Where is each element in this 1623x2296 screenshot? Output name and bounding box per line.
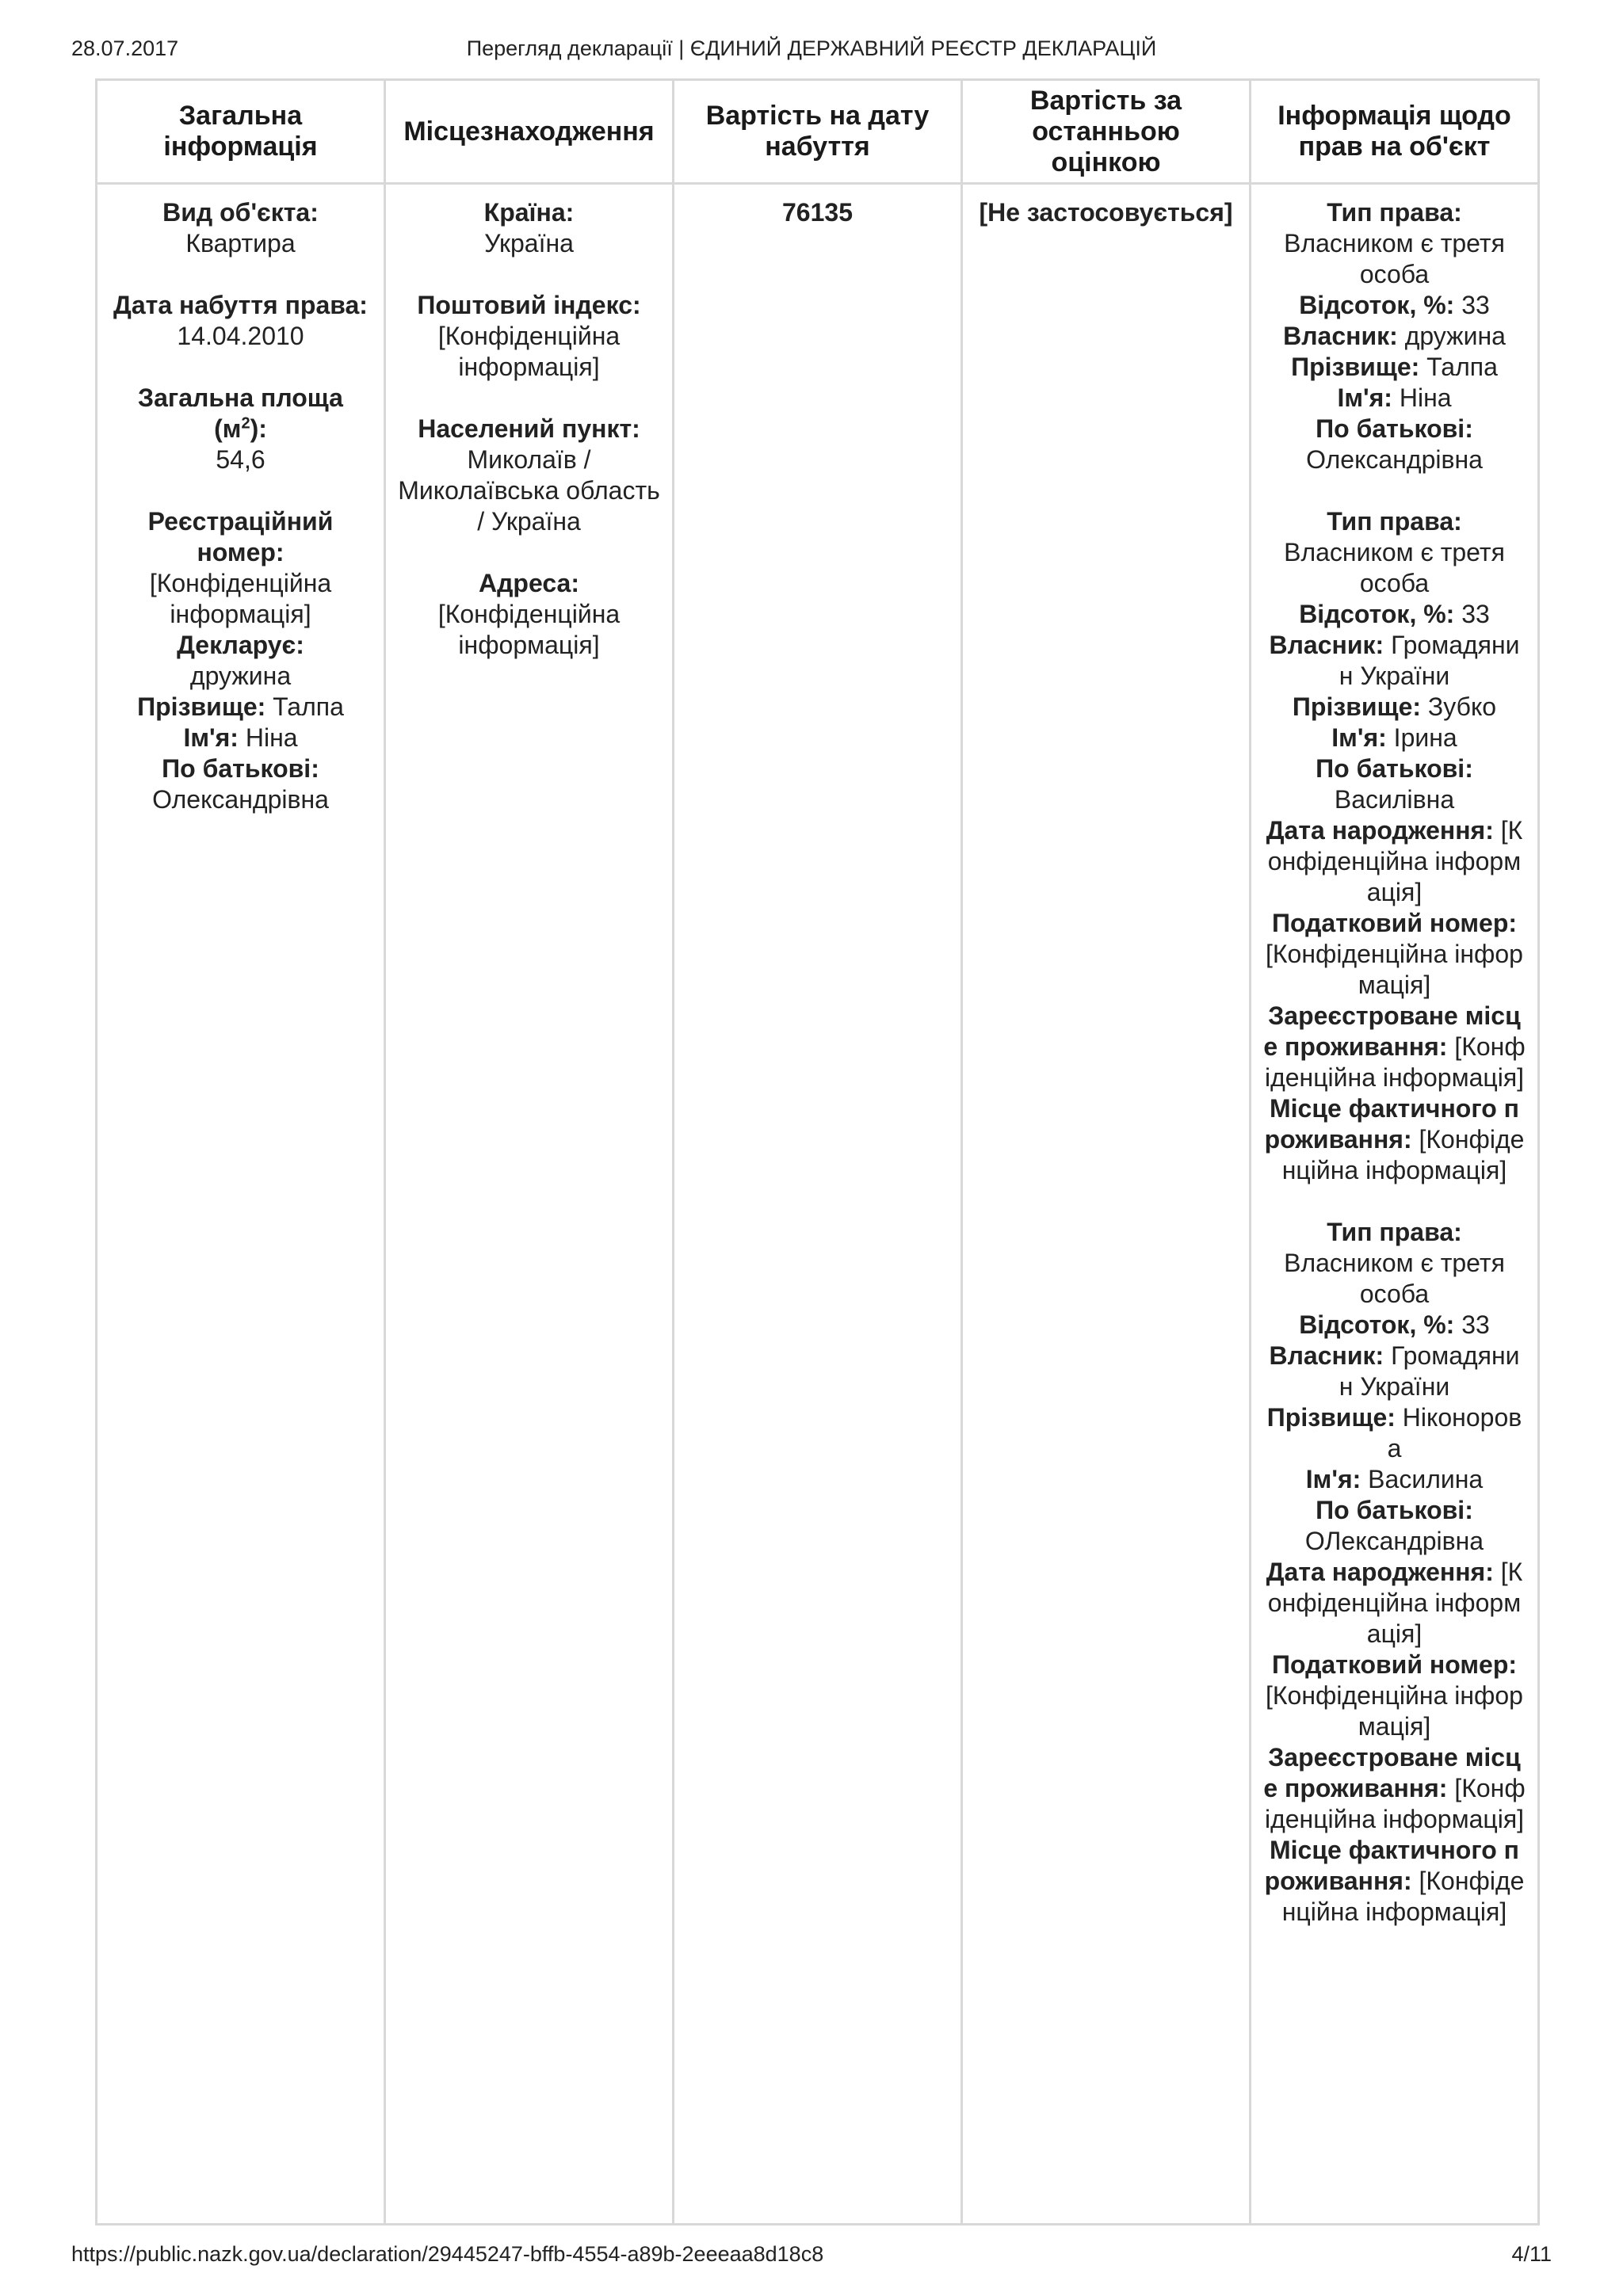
right-percent: Відсоток, %: 33 xyxy=(1299,1310,1490,1339)
cost-valuation-value: [Не застосовується] xyxy=(979,198,1233,227)
print-date: 28.07.2017 xyxy=(71,36,179,60)
right-actual-place: Місце фактичного проживання: [Конфіденційна інформація] xyxy=(1264,1836,1525,1926)
column-header-location: Місцезнаходження xyxy=(385,80,674,184)
settlement-block xyxy=(397,414,661,537)
right-tax-number: Податковий номер: [Конфіденційна інформація] xyxy=(1266,909,1523,999)
right-entry xyxy=(1262,506,1526,1186)
object-type-block xyxy=(109,197,372,259)
acquisition-date-label: Дата набуття права: xyxy=(113,291,368,319)
right-birth-date: Дата народження: [Конфіденційна інформація] xyxy=(1266,816,1523,906)
postal-block xyxy=(397,290,661,383)
registration-block xyxy=(109,506,372,815)
right-owner: Власник: дружина xyxy=(1283,322,1506,350)
rights-cell xyxy=(1251,184,1539,2225)
right-entry xyxy=(1262,1217,1526,1928)
object-type-value: Квартира xyxy=(185,229,296,257)
right-type-value: Власником є третя особа xyxy=(1284,1249,1505,1308)
right-type-label: Тип права: xyxy=(1327,1218,1462,1246)
cost-acquisition-value: 76135 xyxy=(782,198,853,227)
right-tax-number: Податковий номер: [Конфіденційна інформація] xyxy=(1266,1650,1523,1741)
column-header-rights: Інформація щодо прав на об'єкт xyxy=(1251,80,1539,184)
right-owner: Власник: Громадянин України xyxy=(1269,631,1520,690)
declarant-patronymic-value: Олександрівна xyxy=(152,785,329,814)
table-header-row xyxy=(97,80,1539,184)
right-patronymic-label: По батькові: xyxy=(1316,754,1473,783)
address-block xyxy=(397,568,661,661)
page-footer xyxy=(71,2242,1552,2274)
right-patronymic-value: Олександрівна xyxy=(1306,445,1483,474)
declares-value: дружина xyxy=(189,662,292,690)
right-percent: Відсоток, %: 33 xyxy=(1299,291,1490,319)
postal-value: [Конфіденційна інформація] xyxy=(437,322,621,381)
right-owner: Власник: Громадянин України xyxy=(1269,1341,1520,1401)
page-title: Перегляд декларації | ЄДИНИЙ ДЕРЖАВНИЙ РЕЄСТР ДЕКЛАРАЦІЙ xyxy=(466,36,1157,60)
right-entry xyxy=(1262,197,1526,475)
right-name: Ім'я: Ніна xyxy=(1337,383,1452,412)
area-unit-superscript: 2 xyxy=(241,414,250,433)
acquisition-date-block xyxy=(109,290,372,352)
area-label: Загальна площа $(м^2)$: xyxy=(138,383,343,443)
column-header-general: Загальна інформація xyxy=(97,80,385,184)
reg-number-label: Реєстраційний номер: xyxy=(147,507,334,566)
page-number: 4/11 xyxy=(1511,2242,1552,2266)
country-label: Країна: xyxy=(483,198,575,227)
right-type-label: Тип права: xyxy=(1327,507,1462,536)
right-name: Ім'я: Ірина xyxy=(1331,723,1457,752)
declarant-patronymic-label: По батькові: xyxy=(162,754,319,783)
area-value: 54,6 xyxy=(216,445,265,474)
right-registered-place: Зареєстроване місце проживання: [Конфіденційна інформація] xyxy=(1263,1001,1526,1092)
page-header xyxy=(71,36,1552,68)
right-birth-date: Дата народження: [Конфіденційна інформація] xyxy=(1266,1558,1523,1648)
cost-valuation-cell xyxy=(962,184,1251,2225)
right-patronymic-label: По батькові: xyxy=(1316,414,1473,443)
right-percent: Відсоток, %: 33 xyxy=(1299,600,1490,628)
declares-label: Декларує: xyxy=(177,631,304,659)
table-row xyxy=(97,184,1539,2225)
declaration-table xyxy=(95,78,1540,2225)
right-type-value: Власником є третя особа xyxy=(1284,538,1505,597)
right-surname: Прізвище: Зубко xyxy=(1292,692,1497,721)
address-label: Адреса: xyxy=(479,569,579,597)
declarant-name: Ім'я: Ніна xyxy=(183,723,298,752)
right-name: Ім'я: Василина xyxy=(1305,1465,1484,1493)
right-type-label: Тип права: xyxy=(1327,198,1462,227)
right-type-value: Власником є третя особа xyxy=(1284,229,1505,288)
right-patronymic-value: Василівна xyxy=(1334,785,1455,814)
object-type-label: Вид об'єкта: xyxy=(162,198,319,227)
cost-acquisition-cell xyxy=(674,184,962,2225)
reg-number-value: [Конфіденційна інформація] xyxy=(149,569,332,628)
general-info-cell xyxy=(97,184,385,2225)
declarant-surname: Прізвище: Талпа xyxy=(137,692,344,721)
right-actual-place: Місце фактичного проживання: [Конфіденційна інформація] xyxy=(1264,1094,1525,1184)
settlement-label: Населений пункт: xyxy=(418,414,640,443)
country-value: Україна xyxy=(484,229,574,257)
right-registered-place: Зареєстроване місце проживання: [Конфіденційна інформація] xyxy=(1263,1743,1526,1833)
right-patronymic-label: По батькові: xyxy=(1316,1496,1473,1524)
settlement-value: Миколаїв / Миколаївська область / Україна xyxy=(398,445,660,536)
right-surname: Прізвище: Ніконорова xyxy=(1266,1403,1522,1463)
right-patronymic-value: ОЛександрівна xyxy=(1304,1527,1484,1555)
right-surname: Прізвище: Талпа xyxy=(1291,353,1498,381)
postal-label: Поштовий індекс: xyxy=(417,291,641,319)
area-block xyxy=(109,383,372,475)
location-cell xyxy=(385,184,674,2225)
acquisition-date-value: 14.04.2010 xyxy=(177,322,304,350)
page-url: https://public.nazk.gov.ua/declaration/29445247-bffb-4554-a89b-2eeeaa8d18c8 xyxy=(71,2242,824,2266)
column-header-cost-valuation: Вартість за останньою оцінкою xyxy=(962,80,1251,184)
column-header-cost-acquisition: Вартість на дату набуття xyxy=(674,80,962,184)
country-block xyxy=(397,197,661,259)
address-value: [Конфіденційна інформація] xyxy=(437,600,621,659)
